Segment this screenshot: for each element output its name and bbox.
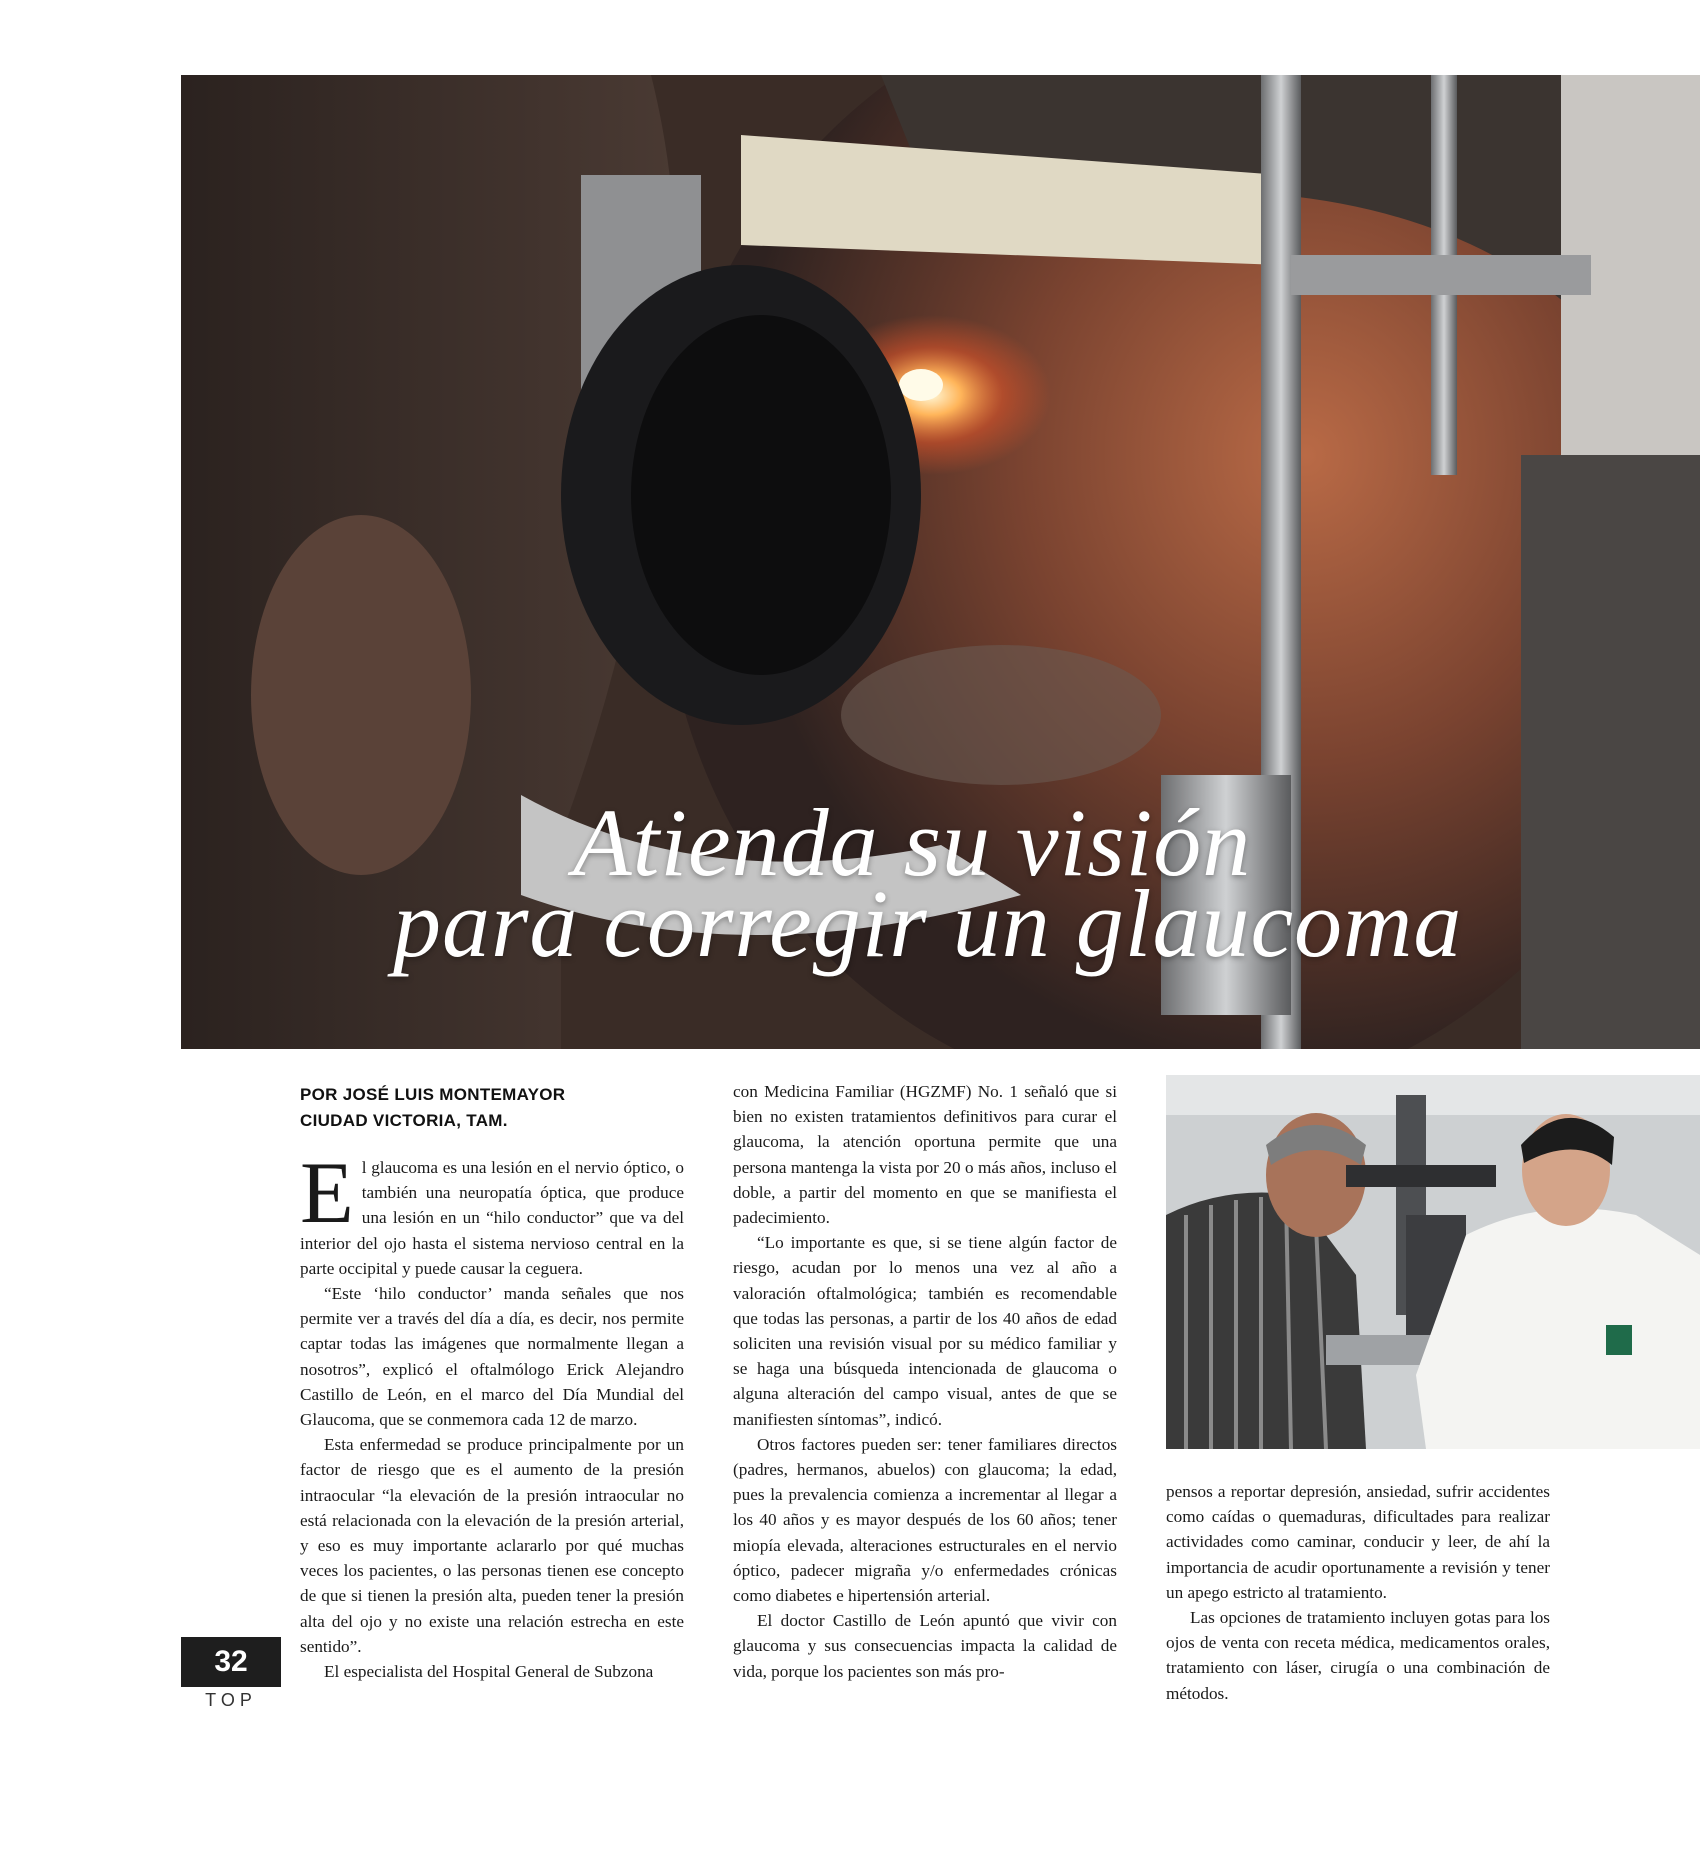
article-paragraph: “Lo importante es que, si se tiene algún factor de riesgo, acudan por lo menos una vez al año a valoración oftalmológica; también es recomendable que todas las personas, a partir de los 40 años de edad soliciten una revisión visual por su médico familiar y se haga una búsqueda intencionada de glaucoma o alguna alteración del campo visual, antes de que se manifiesten síntomas”, indicó. [733, 1233, 1117, 1429]
article-column-3 [1166, 1479, 1550, 1706]
drop-cap: E [300, 1145, 354, 1242]
article-paragraph: Otros factores pueden ser: tener familiares directos (padres, hermanos, abuelos) con glaucoma; la edad, pues la prevalencia comienza a incrementar al llegar a los 40 años y es mayor después de los 60 años; tener miopía elevada, alteraciones estructurales en el nervio óptico, padecer migraña y/o enfermedades crónicas como diabetes e hipertensión arterial. [733, 1434, 1117, 1606]
article-paragraph [300, 1145, 684, 1281]
hero-photo [181, 75, 1700, 1049]
article-paragraph: con Medicina Familiar (HGZMF) No. 1 señaló que si bien no existen tratamientos definitivos para curar el glaucoma, la atención oportuna permite que una persona mantenga la vista por 20 o más años, incluso el doble, a partir del momento en que se manifiesta el padecimiento. [733, 1082, 1117, 1228]
article-column-1 [300, 1145, 684, 1684]
article-paragraph: “Este ‘hilo conductor’ manda señales que nos permite ver a través del día a día, es decir, nos permite captar todas las imágenes que normalmente llegan a nosotros”, explicó el oftalmólogo Erick Alejandro Castillo de León, en el marco del Día Mundial del Glaucoma, que se conmemora cada 12 de marzo. [300, 1284, 684, 1430]
byline-author: POR JOSÉ LUIS MONTEMAYOR [300, 1085, 566, 1104]
article-paragraph: Esta enfermedad se produce principalmente por un factor de riesgo que es el aumento de la presión intraocular “la elevación de la presión intraocular no está relacionada con la elevación de la presión arterial, y eso es muy importante aclararlo por qué muchas veces los pacientes, o las personas tienen ese concepto de que si tienen la presión alta, pueden tener la presión alta del ojo y no existe una relación estrecha en este sentido”. [300, 1435, 684, 1656]
hero-illustration [181, 75, 1700, 1049]
paragraph-text: l glaucoma es una lesión en el nervio óptico, o también una neuropatía óptica, que produce una lesión en un “hilo conductor” que va del interior del ojo hasta el sistema nervioso central en la parte occipital y puede causar la ceguera. [300, 1158, 684, 1278]
magazine-name: TOP [205, 1690, 257, 1710]
byline-location: CIUDAD VICTORIA, TAM. [300, 1111, 508, 1130]
article-paragraph: Las opciones de tratamiento incluyen gotas para los ojos de venta con receta médica, medicamentos orales, tratamiento con láser, cirugía o una combinación de métodos. [1166, 1608, 1550, 1703]
article-paragraph: El doctor Castillo de León apuntó que vivir con glaucoma y sus consecuencias impacta la calidad de vida, porque los pacientes son más pro- [733, 1611, 1117, 1681]
article-paragraph: El especialista del Hospital General de Subzona [324, 1662, 654, 1682]
headline-line-2: para corregir un glaucoma [393, 870, 1463, 977]
secondary-photo [1166, 1075, 1700, 1449]
headline-line-1: Atienda su visión [573, 789, 1252, 896]
page-number: 32 [181, 1637, 281, 1687]
byline [300, 1082, 680, 1134]
article-column-2 [733, 1079, 1117, 1684]
article-paragraph: pensos a reportar depresión, ansiedad, sufrir accidentes como caídas o quemaduras, dificultades para realizar actividades como caminar, conducir y leer, de ahí la importancia de acudir oportunamente a revisión y tener un apego estricto al tratamiento. [1166, 1482, 1550, 1602]
secondary-illustration [1166, 1075, 1700, 1449]
